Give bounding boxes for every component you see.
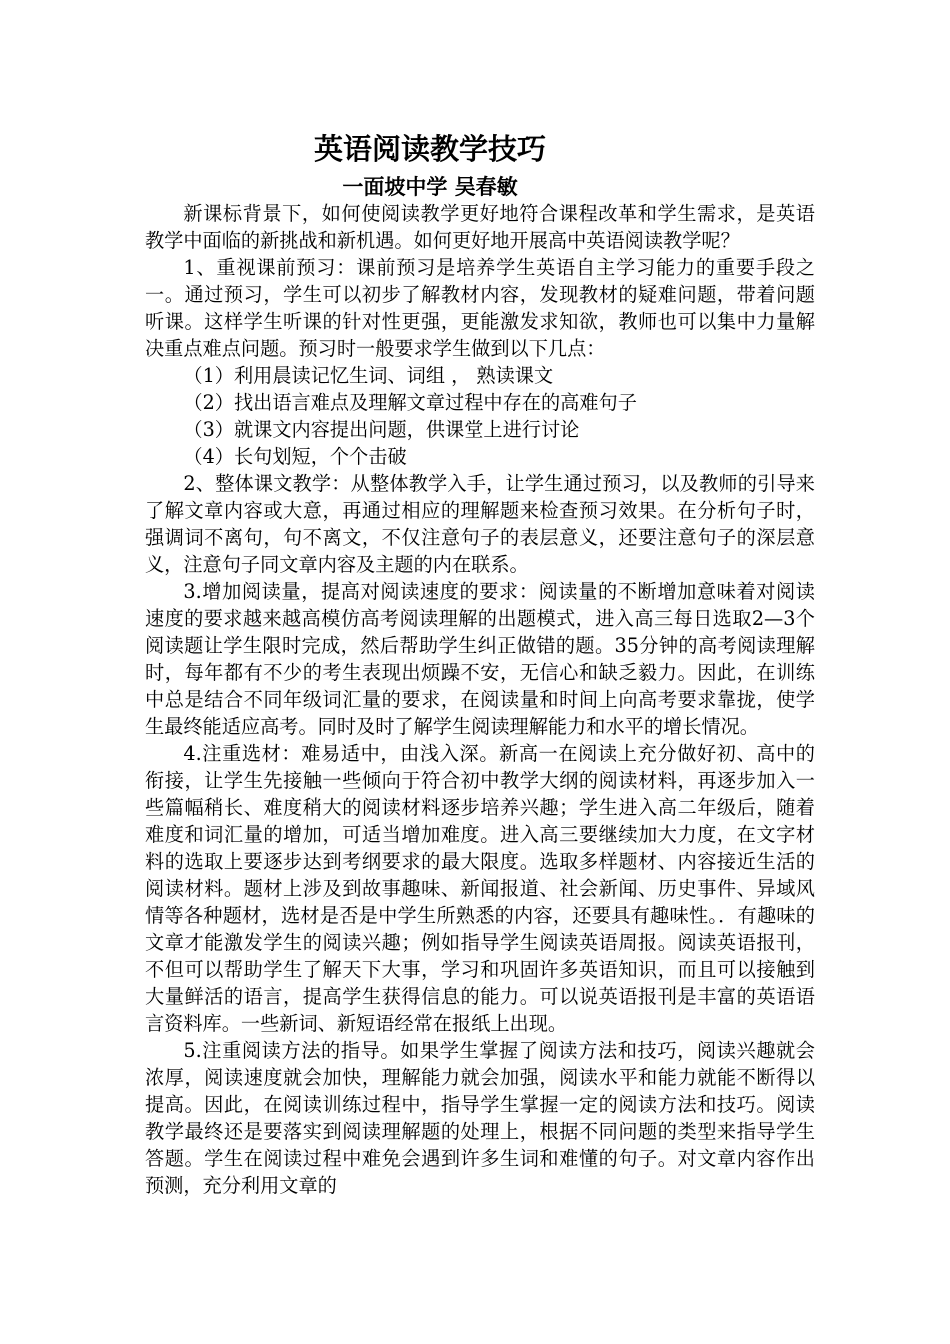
list-item: （1）利用晨读记忆生词、词组 ， 熟读课文	[183, 364, 554, 387]
section-2-whole-text-paragraph: 2、整体课文教学：从整体教学入手，让学生通过预习，以及教师的引导来了解文章内容或大意，再通过相应的理解题来检查预习效果。在分析句子时，强调词不离句，句不离文，不仅注意句子的表层意义，还要注意句子的深层意义，注意句子同文章内容及主题的内在联系。	[145, 472, 815, 576]
author-byline: 一面坡中学 吴春敏	[342, 175, 518, 199]
section-3-reading-volume-paragraph: 3.增加阅读量，提高对阅读速度的要求：阅读量的不断增加意味着对阅读速度的要求越来越高模仿高考阅读理解的出题模式，进入高三每日选取2—3个阅读题让学生限时完成，然后帮助学生纠正做错的题。35分钟的高考阅读理解时，每年都有不少的考生表现出烦躁不安，无信心和缺乏毅力。因此，在训练中总是结合不同年级词汇量的要求，在阅读量和时间上向高考要求靠拢，使学生最终能适应高考。同时及时了解学生阅读理解能力和水平的增长情况。	[145, 580, 815, 738]
intro-paragraph: 新课标背景下，如何使阅读教学更好地符合课程改革和学生需求，是英语教学中面临的新挑战和新机遇。如何更好地开展高中英语阅读教学呢？	[145, 202, 815, 252]
section-1-preview-paragraph: 1、重视课前预习：课前预习是培养学生英语自主学习能力的重要手段之一。通过预习，学生可以初步了解教材内容，发现教材的疑难问题，带着问题听课。这样学生听课的针对性更强，更能激发求知欲，教师也可以集中力量解决重点难点问题。预习时一般要求学生做到以下几点：	[145, 256, 815, 360]
document-title: 英语阅读教学技巧	[313, 132, 546, 166]
section-5-reading-method-paragraph: 5.注重阅读方法的指导。如果学生掌握了阅读方法和技巧，阅读兴趣就会浓厚，阅读速度就会加快，理解能力就会加强，阅读水平和能力就能不断得以提高。因此，在阅读训练过程中，指导学生掌握一定的阅读方法和技巧。阅读教学最终还是要落实到阅读理解题的处理上，根据不同问题的类型来指导学生答题。学生在阅读过程中难免会遇到许多生词和难懂的句子。对文章内容作出预测，充分利用文章的	[145, 1039, 815, 1197]
document-body	[145, 200, 815, 1199]
list-item: （4）长句划短，个个击破	[183, 445, 407, 468]
list-item: （3）就课文内容提出问题，供课堂上进行讨论	[183, 418, 580, 441]
list-item: （2）找出语言难点及理解文章过程中存在的高难句子	[183, 391, 637, 414]
section-4-material-selection-paragraph: 4.注重选材：难易适中，由浅入深。新高一在阅读上充分做好初、高中的衔接，让学生先接触一些倾向于符合初中教学大纲的阅读材料，再逐步加入一些篇幅稍长、难度稍大的阅读材料逐步培养兴趣；学生进入高二年级后，随着难度和词汇量的增加，可适当增加难度。进入高三要继续加大力度，在文字材料的选取上要逐步达到考纲要求的最大限度。选取多样题材、内容接近生活的阅读材料。题材上涉及到故事趣味、新闻报道、社会新闻、历史事件、异域风情等各种题材，选材是否是中学生所熟悉的内容，还要具有趣味性。．有趣味的文章才能激发学生的阅读兴趣；例如指导学生阅读英语周报。阅读英语报刊，不但可以帮助学生了解天下大事，学习和巩固许多英语知识，而且可以接触到大量鲜活的语言，提高学生获得信息的能力。可以说英语报刊是丰富的英语语言资料库。一些新词、新短语经常在报纸上出现。	[145, 742, 815, 1035]
